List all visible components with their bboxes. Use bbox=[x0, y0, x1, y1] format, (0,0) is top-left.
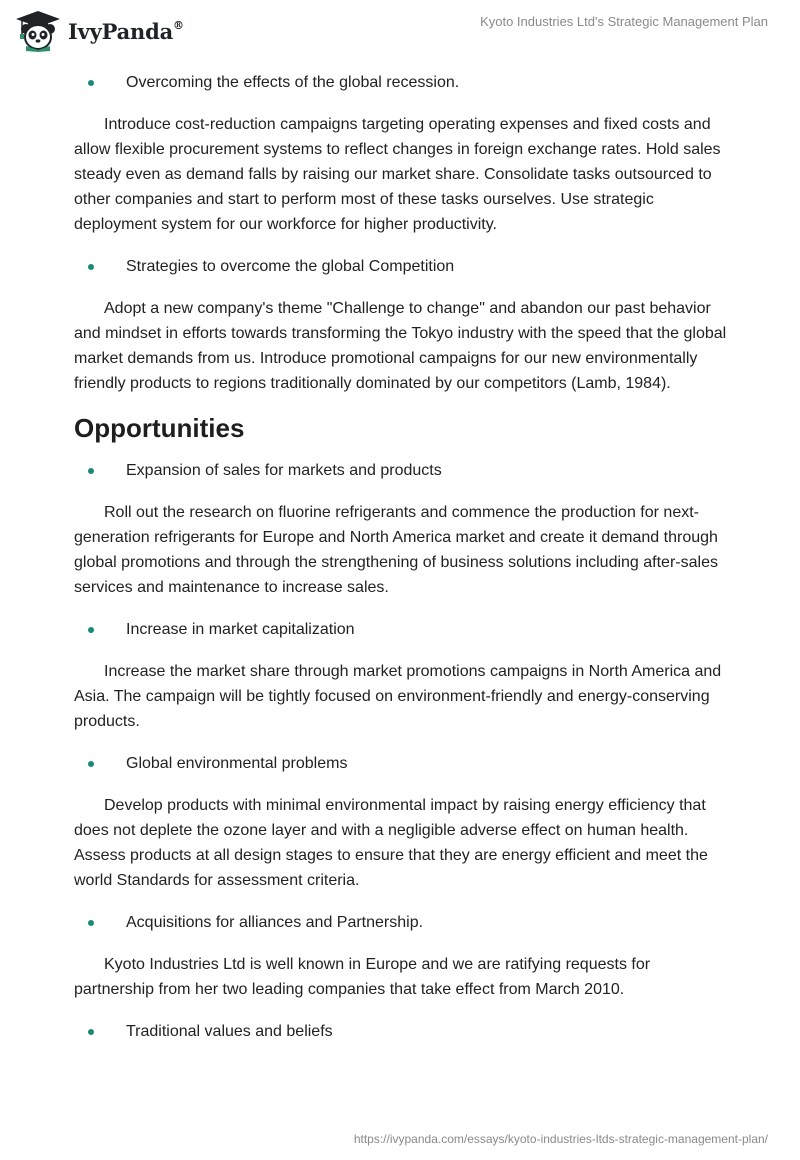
bullet-text: Global environmental problems bbox=[126, 755, 348, 772]
panda-graduate-icon bbox=[14, 10, 62, 52]
brand-name: IvyPanda® bbox=[68, 18, 184, 44]
bullet-dot-icon bbox=[88, 627, 94, 633]
essay-body bbox=[74, 70, 734, 1061]
document-title: Kyoto Industries Ltd's Strategic Management Plan bbox=[480, 14, 768, 29]
paragraph: Adopt a new company's theme "Challenge to change" and abandon our past behavior and mindset in efforts towards transforming the Tokyo industry with the speed that the global market demands from us. Introduce promotional campaigns for our new environmentally friendly products to regions traditionally dominated by our competitors (Lamb, 1984). bbox=[74, 300, 727, 392]
bullet-item bbox=[74, 910, 734, 935]
bullet-text: Strategies to overcome the global Competition bbox=[126, 258, 455, 275]
bullet-text: Acquisitions for alliances and Partnership. bbox=[126, 914, 424, 931]
paragraph: Introduce cost-reduction campaigns targeting operating expenses and fixed costs and allow flexible procurement systems to reflect changes in foreign exchange rates. Hold sales steady even as demand falls by raising our market share. Consolidate tasks outsourced to other companies and start to perform most of these tasks ourselves. Use strategic deployment system for our workforce for higher productivity. bbox=[74, 116, 721, 233]
bullet-dot-icon bbox=[88, 761, 94, 767]
bullet-item bbox=[74, 458, 734, 483]
bullet-item bbox=[74, 254, 734, 279]
bullet-item bbox=[74, 617, 734, 642]
paragraph: Roll out the research on fluorine refrigerants and commence the production for next-generation refrigerants for Europe and North America market and create it demand through global promotions and through the strengthening of business solutions including after-sales services and maintenance to increase sales. bbox=[74, 504, 718, 596]
bullet-dot-icon bbox=[88, 264, 94, 270]
bullet-text: Overcoming the effects of the global recession. bbox=[126, 74, 460, 91]
bullet-item bbox=[74, 70, 734, 95]
bullet-text: Expansion of sales for markets and products bbox=[126, 462, 442, 479]
section-heading: Opportunities bbox=[74, 413, 245, 443]
bullet-item bbox=[74, 751, 734, 776]
bullet-text: Increase in market capitalization bbox=[126, 621, 355, 638]
bullet-dot-icon bbox=[88, 1029, 94, 1035]
ivypanda-logo[interactable] bbox=[14, 10, 184, 52]
paragraph: Kyoto Industries Ltd is well known in Europe and we are ratifying requests for partnership from her two leading companies that take effect from March 2010. bbox=[74, 956, 651, 998]
page-header bbox=[0, 0, 800, 60]
paragraph: Increase the market share through market promotions campaigns in North America and Asia. The campaign will be tightly focused on environment-friendly and energy-conserving products. bbox=[74, 663, 722, 730]
bullet-text: Traditional values and beliefs bbox=[126, 1023, 333, 1040]
bullet-dot-icon bbox=[88, 468, 94, 474]
bullet-item bbox=[74, 1019, 734, 1044]
paragraph: Develop products with minimal environmental impact by raising energy efficiency that does not deplete the ozone layer and with a negligible adverse effect on human health. Assess products at all design stages to ensure that they are energy efficient and meet the world Standards for assessment criteria. bbox=[74, 797, 708, 889]
bullet-dot-icon bbox=[88, 80, 94, 86]
bullet-dot-icon bbox=[88, 920, 94, 926]
source-url[interactable]: https://ivypanda.com/essays/kyoto-industries-ltds-strategic-management-plan/ bbox=[353, 1132, 768, 1146]
